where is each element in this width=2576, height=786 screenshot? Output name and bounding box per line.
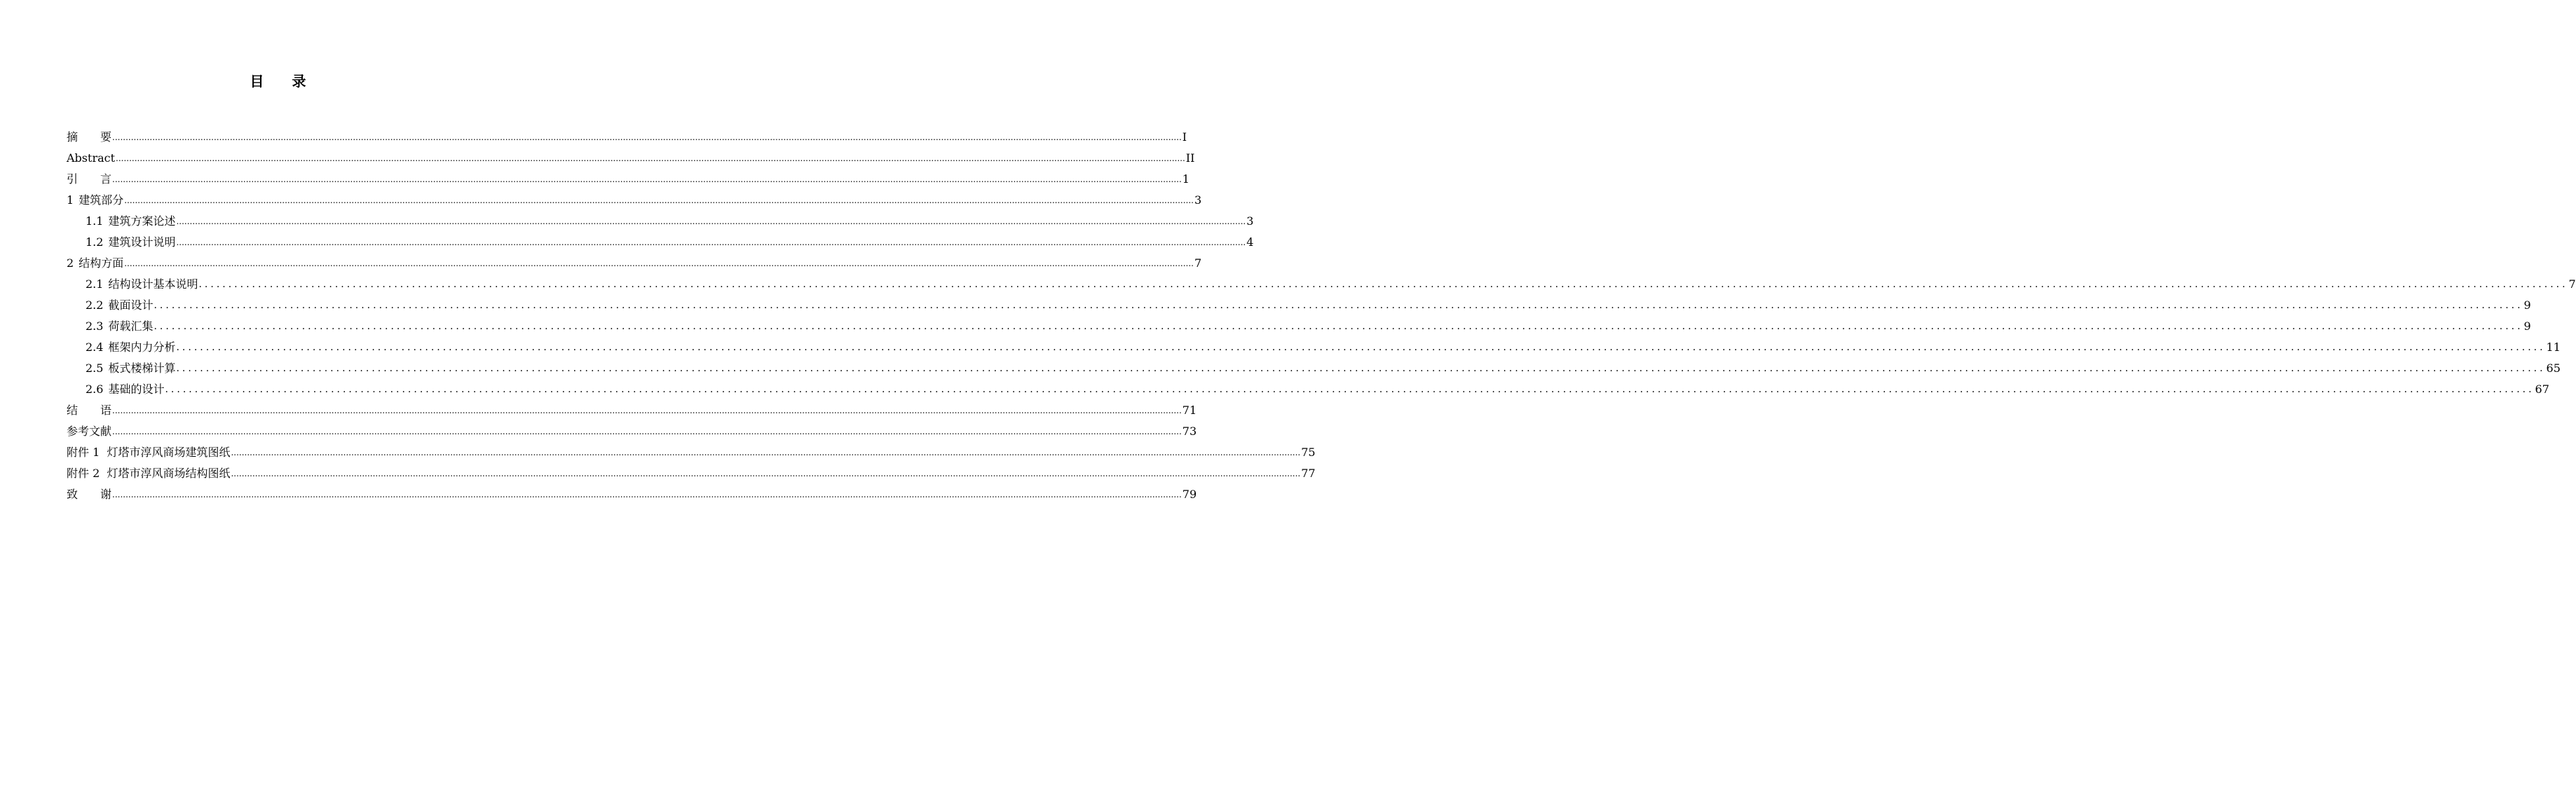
toc-entry-label — [86, 361, 175, 375]
toc-entry-label — [86, 319, 153, 333]
toc-leader-dots: ................................................................................................................................................................................................................................................................................................................................................................................................................ — [198, 279, 2568, 290]
toc-page-number: 1 — [1182, 172, 1190, 186]
toc-page-number: 7 — [1194, 256, 1202, 270]
toc-entry-label — [86, 214, 175, 228]
toc-entry-number: 2 — [67, 256, 74, 270]
toc-entry-title: 荷载汇集 — [108, 319, 154, 333]
toc-entry[interactable] — [67, 291, 2531, 312]
toc-entry[interactable] — [67, 123, 1187, 144]
toc-leader-dots: ................................................................................................................................................................................................................................................................................................................................................................................................................ — [165, 384, 2535, 395]
toc-page-number: II — [1185, 151, 1195, 165]
toc-entry-title: 基础的设计 — [108, 382, 165, 396]
toc-leader-dots: ................................................................................................................................................................................................................................................................................................................................................................................................................ — [124, 195, 1194, 205]
title-left: 目 — [250, 73, 264, 90]
toc-entry-title: 建筑方案论述 — [108, 214, 176, 228]
toc-leader-dots: ................................................................................................................................................................................................................................................................................................................................................................................................................ — [154, 321, 2523, 332]
toc-entry[interactable] — [67, 249, 1202, 270]
toc-page-number: 4 — [1246, 235, 1254, 249]
toc-entry[interactable] — [67, 186, 1202, 207]
page-title — [0, 70, 556, 90]
toc-entry-title: 致 谢 — [67, 488, 112, 501]
toc-page-number: 79 — [1182, 488, 1197, 501]
toc-entry[interactable] — [67, 207, 1254, 228]
toc-page-number: 7 — [2568, 277, 2576, 291]
toc-leader-dots: ................................................................................................................................................................................................................................................................................................................................................................................................................ — [112, 490, 1182, 499]
toc-entry-label — [67, 467, 230, 481]
toc-leader-dots: ................................................................................................................................................................................................................................................................................................................................................................................................................ — [176, 363, 2546, 374]
toc-leader-dots: ................................................................................................................................................................................................................................................................................................................................................................................................................ — [112, 174, 1182, 184]
toc-entry[interactable] — [67, 418, 1197, 439]
toc-entry-number: 1.1 — [86, 214, 104, 228]
toc-page-number: 75 — [1301, 446, 1316, 459]
toc-entry[interactable] — [67, 165, 1190, 186]
toc-entry-title: 参考文献 — [67, 425, 112, 438]
toc-page-number: 65 — [2546, 361, 2561, 375]
toc-page-number: 71 — [1182, 404, 1197, 417]
toc-leader-dots: ................................................................................................................................................................................................................................................................................................................................................................................................................ — [112, 132, 1182, 142]
toc-entry-title: 摘 要 — [67, 130, 112, 144]
toc-entry-number: 1 — [67, 193, 74, 207]
toc-entry-label — [67, 130, 111, 144]
table-of-contents — [67, 123, 2576, 502]
toc-entry-label — [67, 488, 111, 502]
toc-leader-dots: ................................................................................................................................................................................................................................................................................................................................................................................................................ — [176, 237, 1246, 247]
toc-entry[interactable] — [67, 312, 2531, 333]
toc-entry-title: 截面设计 — [108, 298, 154, 312]
toc-entry-title: Abstract — [67, 151, 116, 165]
toc-entry-label — [67, 193, 123, 207]
toc-entry-number: 2.5 — [86, 361, 104, 375]
toc-page-number: 77 — [1301, 467, 1316, 480]
toc-entry[interactable] — [67, 144, 1195, 165]
toc-entry-label — [86, 235, 175, 249]
toc-entry-label — [67, 425, 111, 439]
title-right: 录 — [292, 73, 306, 90]
toc-entry-label — [86, 382, 164, 397]
toc-leader-dots: ................................................................................................................................................................................................................................................................................................................................................................................................................ — [176, 216, 1246, 226]
toc-entry-title: 结 语 — [67, 404, 112, 417]
toc-leader-dots: ................................................................................................................................................................................................................................................................................................................................................................................................................ — [116, 153, 1185, 163]
toc-entry-label — [67, 446, 230, 460]
toc-leader-dots: ................................................................................................................................................................................................................................................................................................................................................................................................................ — [154, 300, 2523, 311]
toc-entry-number: 1.2 — [86, 235, 104, 249]
toc-leader-dots: ................................................................................................................................................................................................................................................................................................................................................................................................................ — [112, 427, 1182, 436]
toc-page-number: 9 — [2523, 319, 2531, 333]
toc-page-number: I — [1182, 130, 1187, 144]
toc-entry-title: 建筑设计说明 — [108, 235, 176, 249]
toc-page-number: 3 — [1194, 193, 1202, 207]
toc-entry-label — [86, 277, 198, 291]
toc-entry-title: 建筑部分 — [79, 193, 124, 207]
toc-entry[interactable] — [67, 397, 1197, 418]
toc-entry-title: 框架内力分析 — [108, 340, 176, 354]
toc-entry-number: 2.6 — [86, 382, 104, 396]
toc-entry[interactable] — [67, 439, 1316, 460]
toc-leader-dots: ................................................................................................................................................................................................................................................................................................................................................................................................................ — [176, 342, 2546, 353]
toc-entry-number: 2.2 — [86, 298, 104, 312]
toc-leader-dots: ................................................................................................................................................................................................................................................................................................................................................................................................................ — [112, 406, 1182, 415]
toc-page-number: 73 — [1182, 425, 1197, 438]
toc-entry-title: 板式楼梯计算 — [108, 361, 176, 375]
toc-entry-label — [86, 298, 153, 312]
toc-entry-label — [67, 404, 111, 418]
toc-leader-dots: ................................................................................................................................................................................................................................................................................................................................................................................................................ — [231, 448, 1301, 457]
toc-page-number: 11 — [2546, 340, 2561, 354]
toc-entry-title: 附件 1 灯塔市淳风商场建筑图纸 — [67, 446, 231, 459]
toc-entry-number: 2.1 — [86, 277, 104, 291]
toc-entry-title: 结构方面 — [79, 256, 124, 270]
toc-entry[interactable] — [67, 375, 2549, 397]
toc-leader-dots: ................................................................................................................................................................................................................................................................................................................................................................................................................ — [124, 258, 1194, 268]
toc-page-number: 67 — [2535, 382, 2549, 396]
toc-entry[interactable] — [67, 270, 2576, 291]
toc-entry[interactable] — [67, 460, 1316, 481]
toc-entry[interactable] — [67, 228, 1254, 249]
toc-leader-dots: ................................................................................................................................................................................................................................................................................................................................................................................................................ — [231, 469, 1301, 478]
toc-entry[interactable] — [67, 354, 2561, 375]
toc-entry-number: 2.3 — [86, 319, 104, 333]
toc-entry-title: 附件 2 灯塔市淳风商场结构图纸 — [67, 467, 231, 480]
toc-entry-number: 2.4 — [86, 340, 104, 354]
toc-page-number: 3 — [1246, 214, 1254, 228]
toc-entry[interactable] — [67, 333, 2561, 354]
toc-entry-label — [67, 172, 111, 186]
toc-entry-label — [67, 151, 115, 165]
toc-entry[interactable] — [67, 481, 1197, 502]
toc-entry-title: 引 言 — [67, 172, 112, 186]
toc-entry-title: 结构设计基本说明 — [108, 277, 198, 291]
toc-entry-label — [86, 340, 175, 354]
toc-entry-label — [67, 256, 123, 270]
toc-page-number: 9 — [2523, 298, 2531, 312]
